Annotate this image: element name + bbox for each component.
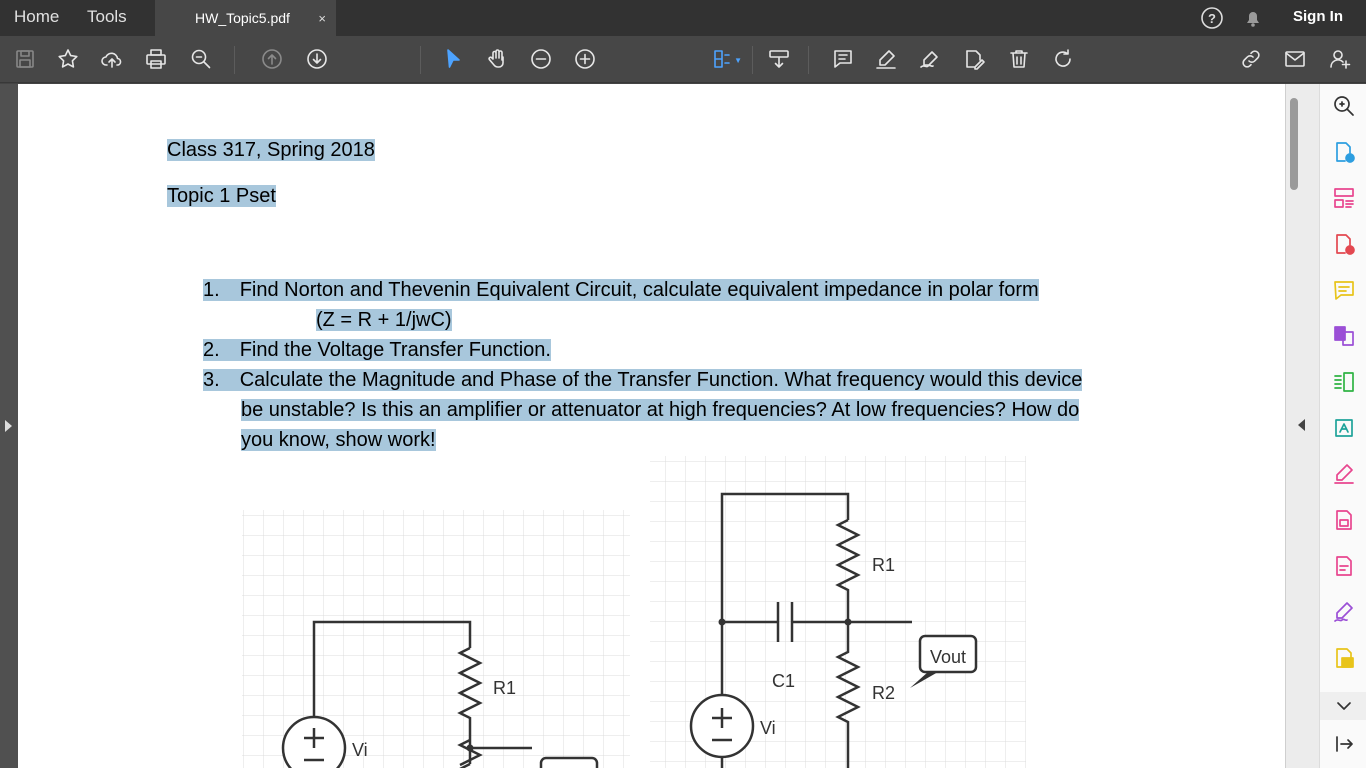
toolbar-divider [808, 46, 809, 74]
print-icon[interactable] [141, 44, 171, 74]
comment-tool-icon[interactable] [1330, 276, 1358, 304]
add-user-icon[interactable] [1325, 44, 1355, 74]
more-tools-icon[interactable] [1330, 644, 1358, 672]
zoom-in-icon[interactable] [570, 44, 600, 74]
search-icon[interactable] [186, 44, 216, 74]
list-item-3-line-3: you know, show work! [241, 429, 436, 451]
chevron-down-icon[interactable] [1330, 692, 1358, 720]
tools-tab[interactable]: Tools [87, 7, 127, 26]
redact-icon[interactable] [1330, 552, 1358, 580]
email-icon[interactable] [1280, 44, 1310, 74]
zoom-tool-icon[interactable] [1330, 92, 1358, 120]
upload-icon[interactable] [97, 44, 127, 74]
circuit-diagram-2 [650, 456, 1026, 768]
share-link-icon[interactable] [1236, 44, 1266, 74]
rotate-icon[interactable] [1048, 44, 1078, 74]
toolbar-divider [420, 46, 421, 74]
document-viewer[interactable] [18, 84, 1285, 768]
app-top-bar [0, 0, 1366, 36]
export-pdf-icon[interactable] [1330, 230, 1358, 258]
collapse-panel-icon[interactable] [1330, 730, 1358, 758]
select-pointer-icon[interactable] [438, 44, 468, 74]
list-item-1-formula: (Z = R + 1/jwC) [316, 309, 452, 331]
fill-sign-icon[interactable] [1330, 460, 1358, 488]
toolbar-divider [752, 46, 753, 74]
main-toolbar [0, 36, 1366, 83]
collapse-right-pane-icon[interactable] [1298, 419, 1305, 431]
left-nav-strip [0, 84, 18, 768]
edit-tool-icon[interactable] [1330, 414, 1358, 442]
combine-files-icon[interactable] [1330, 322, 1358, 350]
circuit2-r2-label: R2 [872, 683, 896, 703]
circuit-diagram-1 [242, 510, 630, 768]
document-tab-title: HW_Topic5.pdf [195, 10, 290, 26]
svg-text:?: ? [1208, 11, 1216, 26]
document-tab[interactable] [155, 0, 336, 36]
protect-icon[interactable] [1330, 506, 1358, 534]
create-pdf-icon[interactable] [1330, 138, 1358, 166]
expand-left-pane-icon[interactable] [5, 420, 12, 432]
circuit2-vout-label: Vout [929, 647, 967, 667]
send-signature-icon[interactable] [1330, 598, 1358, 626]
toolbar-divider [234, 46, 235, 74]
next-page-icon[interactable] [302, 44, 332, 74]
page-fit-icon[interactable]: ▼ [708, 44, 738, 74]
circuit1-r1-label: R1 [493, 678, 517, 698]
edit-pdf-icon[interactable] [959, 44, 989, 74]
close-tab-icon[interactable]: × [318, 11, 326, 26]
list-item-3: 3. Calculate the Magnitude and Phase of the Transfer Function. What frequency would this device [203, 369, 1083, 391]
hand-icon[interactable] [482, 44, 512, 74]
circuit1-vi-label: Vi [352, 740, 368, 760]
prev-page-icon[interactable] [257, 44, 287, 74]
notifications-icon[interactable] [1241, 6, 1265, 30]
scroll-mode-icon[interactable] [764, 44, 794, 74]
list-item-2: 2. Find the Voltage Transfer Function. [203, 339, 551, 361]
sign-icon[interactable] [915, 44, 945, 74]
document-heading-class: Class 317, Spring 2018 [167, 139, 375, 161]
organize-pages-icon[interactable] [1330, 184, 1358, 212]
scrollbar-thumb[interactable] [1290, 98, 1298, 190]
save-icon[interactable] [10, 44, 40, 74]
circuit2-vi-label: Vi [760, 718, 776, 738]
highlight-icon[interactable] [871, 44, 901, 74]
sign-in-link[interactable]: Sign In [1293, 8, 1343, 25]
home-tab[interactable]: Home [14, 7, 60, 26]
tools-pane [1319, 84, 1366, 768]
compress-icon[interactable] [1330, 368, 1358, 396]
comment-icon[interactable] [828, 44, 858, 74]
delete-icon[interactable] [1004, 44, 1034, 74]
circuit2-r1-label: R1 [872, 555, 896, 575]
zoom-out-icon[interactable] [526, 44, 556, 74]
help-icon[interactable] [1200, 6, 1224, 30]
document-heading-topic: Topic 1 Pset [167, 185, 276, 207]
star-icon[interactable] [53, 44, 83, 74]
list-item-3-line-2: be unstable? Is this an amplifier or attenuator at high frequencies? At low frequencies? How do [241, 399, 1080, 421]
circuit2-c1-label: C1 [772, 671, 796, 691]
list-item-1: 1. Find Norton and Thevenin Equivalent Circuit, calculate equivalent impedance in polar form [203, 279, 1039, 301]
